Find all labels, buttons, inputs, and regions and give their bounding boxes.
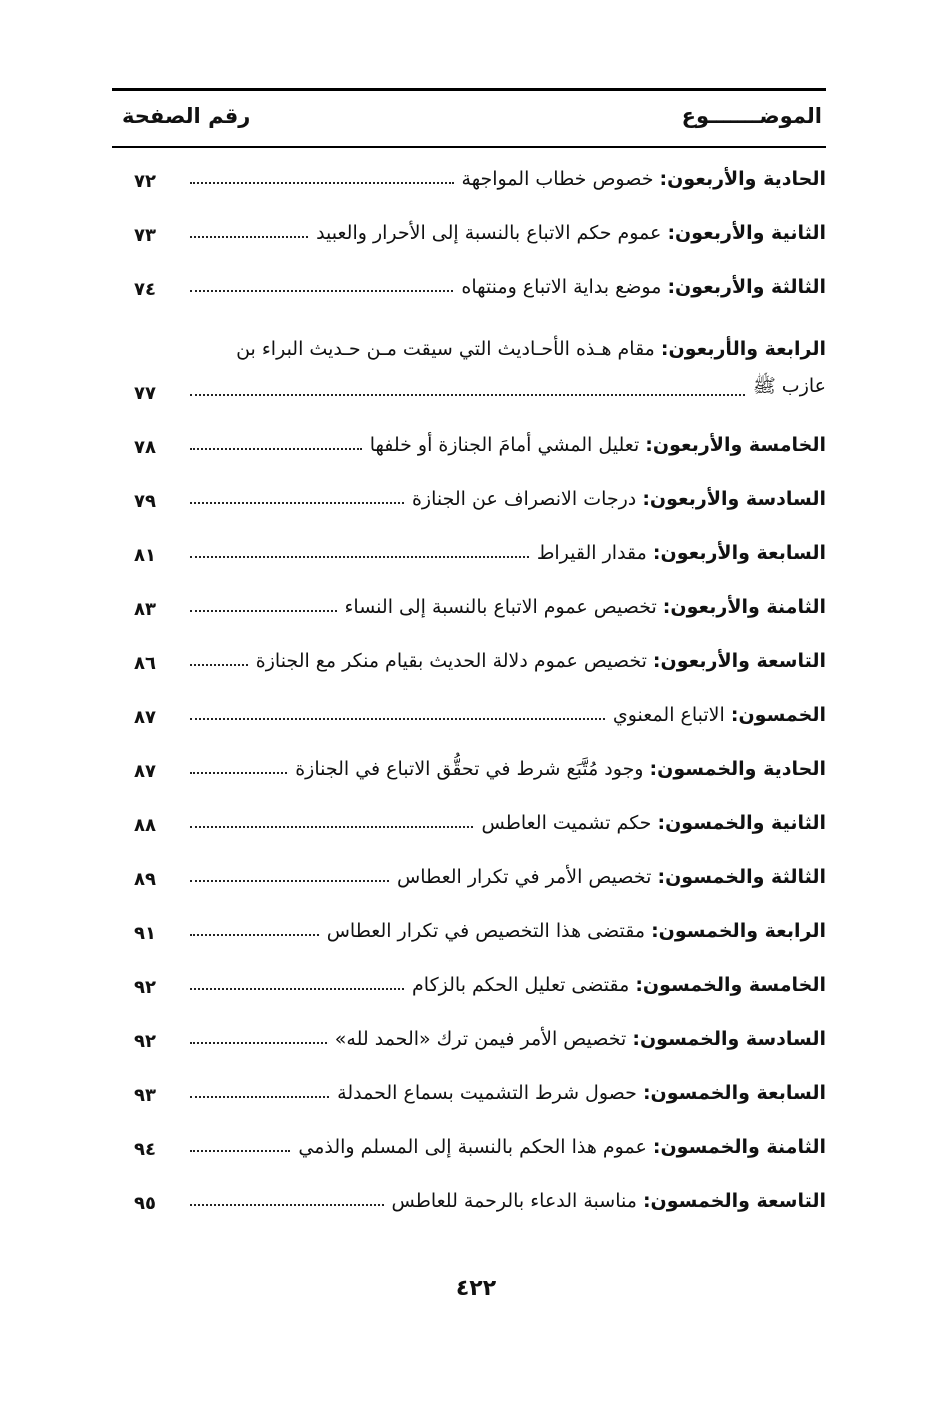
toc-entry-text bbox=[182, 222, 826, 258]
dot-leader bbox=[190, 556, 529, 558]
toc-entry-text bbox=[182, 1190, 826, 1226]
dot-leader bbox=[190, 290, 453, 292]
toc-entry-label: الثالثة والأربعون: bbox=[667, 276, 826, 298]
toc-entry-page: ٩١ bbox=[134, 923, 156, 944]
toc-entry-title: خصوص خطاب المواجهة bbox=[461, 168, 654, 190]
toc-entry bbox=[112, 632, 826, 686]
dot-leader bbox=[190, 826, 473, 828]
toc-entry-title: الاتباع المعنوي bbox=[612, 704, 725, 726]
dot-leader bbox=[190, 394, 745, 396]
toc-entry-page: ٧٣ bbox=[134, 225, 156, 246]
toc-entry-label: السادسة والخمسون: bbox=[632, 1028, 826, 1050]
toc-entry-title: عموم هذا الحكم بالنسبة إلى المسلم والذمي bbox=[298, 1136, 647, 1158]
toc-entry-second-line bbox=[182, 374, 826, 402]
dot-leader bbox=[190, 236, 308, 238]
toc-entry bbox=[112, 204, 826, 258]
toc-entry-title: درجات الانصراف عن الجنازة bbox=[411, 488, 637, 510]
toc-entry-text bbox=[182, 1136, 826, 1172]
toc-entry bbox=[112, 1172, 826, 1226]
toc-entry bbox=[112, 578, 826, 632]
toc-entry-page: ٩٥ bbox=[134, 1193, 156, 1214]
toc-entry-page: ٧٨ bbox=[134, 437, 156, 458]
toc-entry bbox=[112, 740, 826, 794]
toc-entry-title: مقدار القيراط bbox=[536, 542, 647, 564]
page-number: ٤٢٢ bbox=[455, 1276, 497, 1301]
dot-leader bbox=[190, 610, 337, 612]
dot-leader bbox=[190, 1150, 290, 1152]
dot-leader bbox=[190, 718, 605, 720]
toc-entry-text bbox=[182, 542, 826, 578]
header-rule bbox=[112, 146, 826, 148]
dot-leader bbox=[190, 988, 404, 990]
dot-leader bbox=[190, 448, 362, 450]
toc-entry-label: الرابعة والأربعون: bbox=[660, 338, 826, 360]
toc-entry-label: الحادية والأربعون: bbox=[659, 168, 826, 190]
dot-leader bbox=[190, 1042, 327, 1044]
toc-entry-title: مقام هـذه الأحـاديث التي سيقت مـن حـديث البراء بن bbox=[236, 338, 655, 360]
toc-entry bbox=[112, 794, 826, 848]
toc-entry-page: ٧٤ bbox=[134, 279, 156, 300]
toc-entry bbox=[112, 524, 826, 578]
dot-leader bbox=[190, 772, 287, 774]
toc-entry-page: ٩٢ bbox=[134, 977, 156, 998]
toc-entry-text bbox=[182, 338, 826, 416]
toc-entry-label: السادسة والأربعون: bbox=[642, 488, 826, 510]
toc-entry-page: ٧٢ bbox=[134, 171, 156, 192]
toc-entry-title: وجود مُتَّبَع شرط في تحقُّق الاتباع في الجنازة bbox=[295, 758, 644, 780]
toc-entry bbox=[112, 416, 826, 470]
toc-list bbox=[112, 150, 826, 1226]
toc-entry-text bbox=[182, 758, 826, 794]
toc-entry-title: تخصيص الأمر في تكرار العطاس bbox=[397, 866, 652, 888]
toc-entry-label: الخمسون: bbox=[730, 704, 826, 726]
toc-entry-text bbox=[182, 920, 826, 956]
toc-entry bbox=[112, 150, 826, 204]
toc-entry-text bbox=[182, 650, 826, 686]
toc-entry-title: تخصيص عموم دلالة الحديث بقيام منكر مع الجنازة bbox=[255, 650, 647, 672]
toc-entry-page: ٨٧ bbox=[134, 707, 156, 728]
toc-entry-title: حكم تشميت العاطس bbox=[481, 812, 652, 834]
toc-entry-text bbox=[182, 276, 826, 312]
toc-entry-title: موضع بداية الاتباع ومنتهاه bbox=[461, 276, 662, 298]
table-header bbox=[112, 100, 826, 140]
toc-entry-label: الرابعة والخمسون: bbox=[651, 920, 826, 942]
toc-entry-label: التاسعة والأربعون: bbox=[652, 650, 826, 672]
toc-entry-title: تخصيص الأمر فيمن ترك «الحمد لله» bbox=[334, 1028, 627, 1050]
toc-entry-label: الثالثة والخمسون: bbox=[657, 866, 826, 888]
dot-leader bbox=[190, 880, 389, 882]
toc-entry-text bbox=[182, 168, 826, 204]
toc-entry-title: تعليل المشي أمامَ الجنازة أو خلفها bbox=[369, 434, 640, 456]
toc-entry-text bbox=[182, 488, 826, 524]
toc-entry-page: ٨٣ bbox=[134, 599, 156, 620]
toc-entry-text bbox=[182, 866, 826, 902]
subject-column-label: الموضـــــــوع bbox=[681, 104, 822, 128]
dot-leader bbox=[190, 1096, 329, 1098]
toc-entry-label: الحادية والخمسون: bbox=[649, 758, 826, 780]
toc-entry-page: ٨٧ bbox=[134, 761, 156, 782]
toc-entry-label: الثامنة والأربعون: bbox=[662, 596, 826, 618]
toc-entry bbox=[112, 258, 826, 312]
toc-entry-title: مقتضى تعليل الحكم بالزكام bbox=[412, 974, 630, 996]
toc-entry bbox=[112, 848, 826, 902]
dot-leader bbox=[190, 182, 454, 184]
toc-entry-label: الخامسة والأربعون: bbox=[645, 434, 826, 456]
toc-entry bbox=[112, 1010, 826, 1064]
toc-entry-text bbox=[182, 812, 826, 848]
toc-entry-title: مقتضى هذا التخصيص في تكرار العطاس bbox=[326, 920, 646, 942]
toc-entry-label: الثانية والخمسون: bbox=[657, 812, 826, 834]
toc-entry-page: ٩٣ bbox=[134, 1085, 156, 1106]
dot-leader bbox=[190, 934, 319, 936]
toc-entry-label: الثانية والأربعون: bbox=[667, 222, 826, 244]
toc-entry-page: ٩٤ bbox=[134, 1139, 156, 1160]
toc-entry-title-continued: عازب ﷺ bbox=[752, 375, 826, 397]
dot-leader bbox=[190, 502, 404, 504]
toc-entry-page: ٨١ bbox=[134, 545, 156, 566]
toc-entry-page: ٨٩ bbox=[134, 869, 156, 890]
toc-entry-label: السابعة والخمسون: bbox=[642, 1082, 826, 1104]
toc-entry-label: الخامسة والخمسون: bbox=[635, 974, 826, 996]
toc-entry bbox=[112, 686, 826, 740]
toc-entry-text bbox=[182, 596, 826, 632]
toc-entry-page: ٧٩ bbox=[134, 491, 156, 512]
toc-entry-title: تخصيص عموم الاتباع بالنسبة إلى النساء bbox=[344, 596, 657, 618]
toc-entry-title: عموم حكم الاتباع بالنسبة إلى الأحرار والعبيد bbox=[316, 222, 662, 244]
toc-entry bbox=[112, 956, 826, 1010]
toc-entry-text bbox=[182, 974, 826, 1010]
toc-entry bbox=[112, 1118, 826, 1172]
toc-entry-page: ٩٢ bbox=[134, 1031, 156, 1052]
toc-entry-page: ٨٨ bbox=[134, 815, 156, 836]
toc-entry-text bbox=[182, 704, 826, 740]
toc-entry-text bbox=[182, 434, 826, 470]
toc-entry bbox=[112, 902, 826, 956]
dot-leader bbox=[190, 664, 248, 666]
toc-entry-text bbox=[182, 1082, 826, 1118]
toc-entry-label: الثامنة والخمسون: bbox=[652, 1136, 826, 1158]
toc-entry-title: مناسبة الدعاء بالرحمة للعاطس bbox=[391, 1190, 637, 1212]
toc-entry-page: ٧٧ bbox=[134, 383, 156, 404]
toc-entry-first-line bbox=[182, 338, 826, 360]
dot-leader bbox=[190, 1204, 384, 1206]
page-column-label: رقم الصفحة bbox=[122, 104, 251, 128]
toc-entry-page: ٨٦ bbox=[134, 653, 156, 674]
toc-entry-label: التاسعة والخمسون: bbox=[642, 1190, 826, 1212]
toc-entry-text bbox=[182, 1028, 826, 1064]
top-rule bbox=[112, 88, 826, 91]
toc-entry bbox=[112, 1064, 826, 1118]
toc-entry bbox=[112, 470, 826, 524]
toc-entry bbox=[112, 312, 826, 416]
toc-entry-label: السابعة والأربعون: bbox=[652, 542, 826, 564]
toc-entry-title: حصول شرط التشميت بسماع الحمدلة bbox=[337, 1082, 637, 1104]
